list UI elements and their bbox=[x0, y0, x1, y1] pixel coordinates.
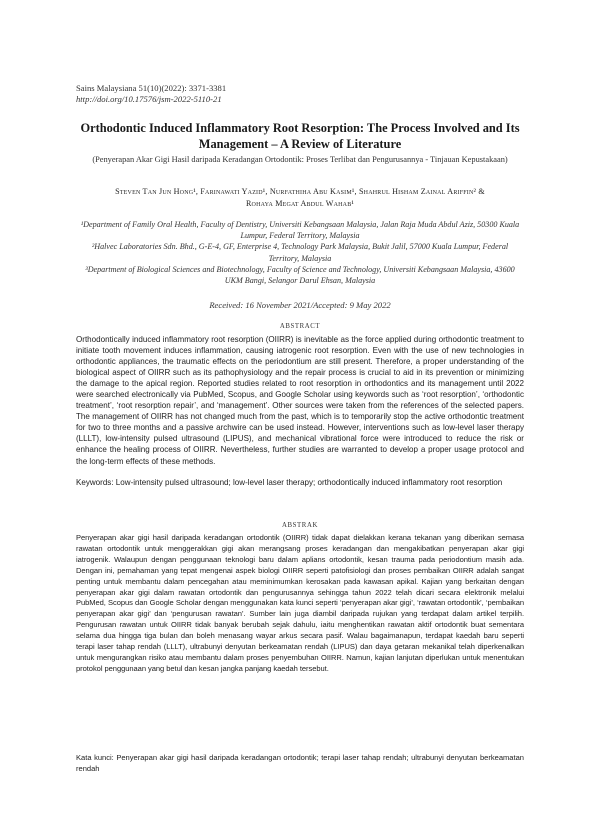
received-accepted-dates: Received: 16 November 2021/Accepted: 9 May 2022 bbox=[209, 300, 391, 310]
abstrak-heading: ABSTRAK bbox=[282, 522, 318, 529]
journal-citation: Sains Malaysiana 51(10)(2022): 3371-3381 bbox=[76, 83, 227, 93]
affiliations bbox=[76, 219, 524, 286]
abstract-body: Orthodontically induced inflammatory root resorption (OIIRR) is inevitable as the force applied during orthodontic treatment to initiate tooth movement induces inflammation, causing iatrogenic root resorption. Even with the use of new technologies in orthodontic appliances, the traumatic effects on the periodontium are still present. Therefore, a proper understanding of the biological aspect of OIIRR such as its pathophysiology and the repair process is crucial to aid in its prevention or minimizing the damage to the apical region. Reported studies related to root resorption in orthodontics and its management until 2022 were searched electronically via PubMed, Scopus, and Google Scholar using keywords such as ‘root resorption’, ‘orthodontic treatment’, ‘root resorption repair’, and ‘management’. Other sources were taken from the references of the selected papers. The management of OIIRR has not changed much from the past, which is to temporarily stop the active orthodontic treatment for two to three months and a passive archwire can be used instead. However, interventions such as low-level laser therapy (LLLT), low-intensity pulsed ultrasound (LIPUS), and mechanical vibrational force were introduced to reduce the risk or enhance the healing process of OIIRR. Nevertheless, further studies are warranted to develop a proper usage protocol and the long-term effects of these methods. bbox=[76, 335, 524, 466]
abstrak-keywords: Kata kunci: Penyerapan akar gigi hasil daripada keradangan ortodontik; terapi laser tahap rendah; ultrabunyi denyutan berkeamatan rendah bbox=[76, 753, 524, 773]
affiliation-2: ²Halvec Laboratories Sdn. Bhd., G-E-4, GF, Enterprise 4, Technology Park Malaysia, Bukit Jalil, 57000 Kuala Lumpur, Federal Territory, Malaysia bbox=[91, 242, 509, 263]
affiliation-1: ¹Department of Family Oral Health, Faculty of Dentistry, Universiti Kebangsaan Malaysia, Jalan Raja Muda Abdul Aziz, 50300 Kuala Lumpur, Federal Territory, Malaysia bbox=[80, 220, 520, 241]
journal-header bbox=[76, 83, 226, 105]
title-block bbox=[76, 121, 524, 165]
affiliation-3: ³Department of Biological Sciences and Biotechnology, Faculty of Science and Technology, Universiti Kebangsaan Malaysia, 43600 UKM Bangi, Selangor Darul Ehsan, Malaysia bbox=[85, 264, 515, 286]
abstrak-body: Penyerapan akar gigi hasil daripada keradangan ortodontik (OIIRR) tidak dapat dielakkan kerana tekanan yang diberikan semasa rawatan ortodontik untuk menggerakkan gigi akan merangsang proses keradangan dan mengakibatkan penyerapan akar gigi iatrogenik. Walaupun dengan penggunaan teknologi baru dalam aplians ortodontik, kesan trauma pada periodontium masih ada. Dengan ini, pemahaman yang tepat mengenai aspek biologi OIIRR seperti patofisiologi dan proses pembaikan OIIRR adalah sangat penting untuk membantu dalam pencegahan atau meminimumkan kerosakan pada kawasan apikal. Kajian yang berkaitan dengan penyerapan akar gigi dalam rawatan ortodontik dan pengurusannya sehingga tahun 2022 telah dicari secara elektronik melalui PubMed, Scopus dan Google Scholar dengan menggunakan kata kunci seperti ‘penyerapan akar gigi’, ‘rawatan ortodontik’, ‘pembaikan penyerapan akar gigi’ dan ‘pengurusan rawatan’. Sumber lain juga diambil daripada rujukan yang terdapat dalam artikel terpilih. Pengurusan rawatan untuk OIIRR tidak banyak berubah sejak dahulu, iaitu menghentikan rawatan aktif ortodontik buat sementara selama dua hingga tiga bulan dan boleh menasang wayar arkus secara pasif. Walau bagaimanapun, terdapat kaedah baru seperti terapi laser tahap rendah (LLLT), ultrabunyi denyutan berkeamatan rendah (LIPUS) dan daya getaran mekanikal telah diperkenalkan untuk mengurangkan risiko atau membantu dalam proses penyembuhan OIIRR. Namun, kajian lanjutan diperlukan untuk menentukan protokol penggunaan yang betul dan kesan jangka panjang kaedah tersebut. bbox=[76, 533, 524, 673]
article-title: Orthodontic Induced Inflammatory Root Resorption: The Process Involved and Its Management – A Review of Literature bbox=[80, 121, 520, 151]
author-line-2: Rohaya Megat Abdul Wahab¹ bbox=[245, 199, 355, 208]
doi-link[interactable]: http://doi.org/10.17576/jsm-2022-5110-21 bbox=[76, 94, 222, 104]
author-list bbox=[76, 186, 524, 210]
article-subtitle: (Penyerapan Akar Gigi Hasil daripada Keradangan Ortodontik: Proses Terlibat dan Pengurusannya - Tinjauan Kepustakaan) bbox=[92, 155, 508, 164]
abstract-heading: ABSTRACT bbox=[279, 323, 321, 330]
author-line-1: Steven Tan Jun Hong¹, Farinawati Yazid¹, Nurfathiha Abu Kasim¹, Shahrul Hisham Zainal Ariffin² & bbox=[115, 187, 485, 196]
abstract-keywords: Keywords: Low-intensity pulsed ultrasound; low-level laser therapy; orthodontically induced inflammatory root resorption bbox=[76, 478, 503, 487]
